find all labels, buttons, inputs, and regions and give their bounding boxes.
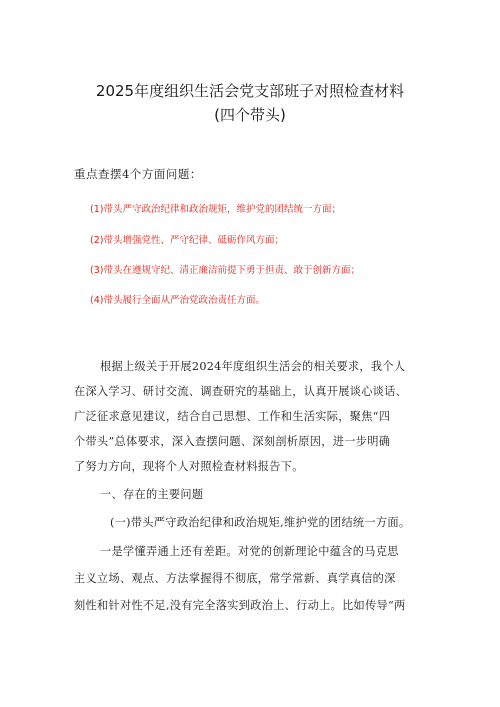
section-heading: 一、存在的主要问题	[100, 488, 204, 501]
paragraph-line: 了努力方向，现将个人对照检查材料报告下。	[74, 460, 304, 473]
document-title: 2025年度组织生活会党支部班子对照检查材料	[95, 82, 405, 100]
issue-item: (1)带头严守政治纪律和政治规矩，维护党的团结统一方面；	[90, 204, 341, 215]
issue-item: (3)带头在遵规守纪、清正廉洁前提下勇于担责、敢于创新方面；	[90, 265, 360, 276]
subsection-heading: (一)带头严守政治纪律和政治规矩,维护党的团结统一方面。	[110, 516, 411, 529]
paragraph-line: 个带头”总体要求，深入查摆问题、深刻剖析原因，进一步明确	[74, 435, 391, 448]
detail-line: 一是学懂弄通上还有差距。对党的创新理论中蕴含的马克思	[100, 545, 399, 558]
issue-item: (4)带头履行全面从严治党政治责任方面。	[90, 295, 265, 306]
document-subtitle: (四个带头)	[214, 106, 286, 124]
paragraph-line: 根据上级关于开展2024年度组织生活会的相关要求，我个人	[100, 360, 406, 373]
detail-line: 刻性和针对性不足,没有完全落实到政治上、行动上。比如传导“两	[74, 599, 406, 612]
paragraph-line: 广泛征求意见建议，结合自己思想、工作和生活实际，聚焦“四	[74, 410, 391, 423]
intro-text: 重点查摆4个方面问题：	[74, 167, 202, 181]
detail-line: 主义立场、观点、方法掌握得不彻底，常学常新、真学真信的深	[74, 572, 396, 585]
paragraph-line: 在深入学习、研讨交流、调查研究的基础上，认真开展谈心谈话、	[74, 385, 408, 398]
issue-item: (2)带头增强党性、严守纪律、砥砺作风方面；	[90, 235, 284, 246]
